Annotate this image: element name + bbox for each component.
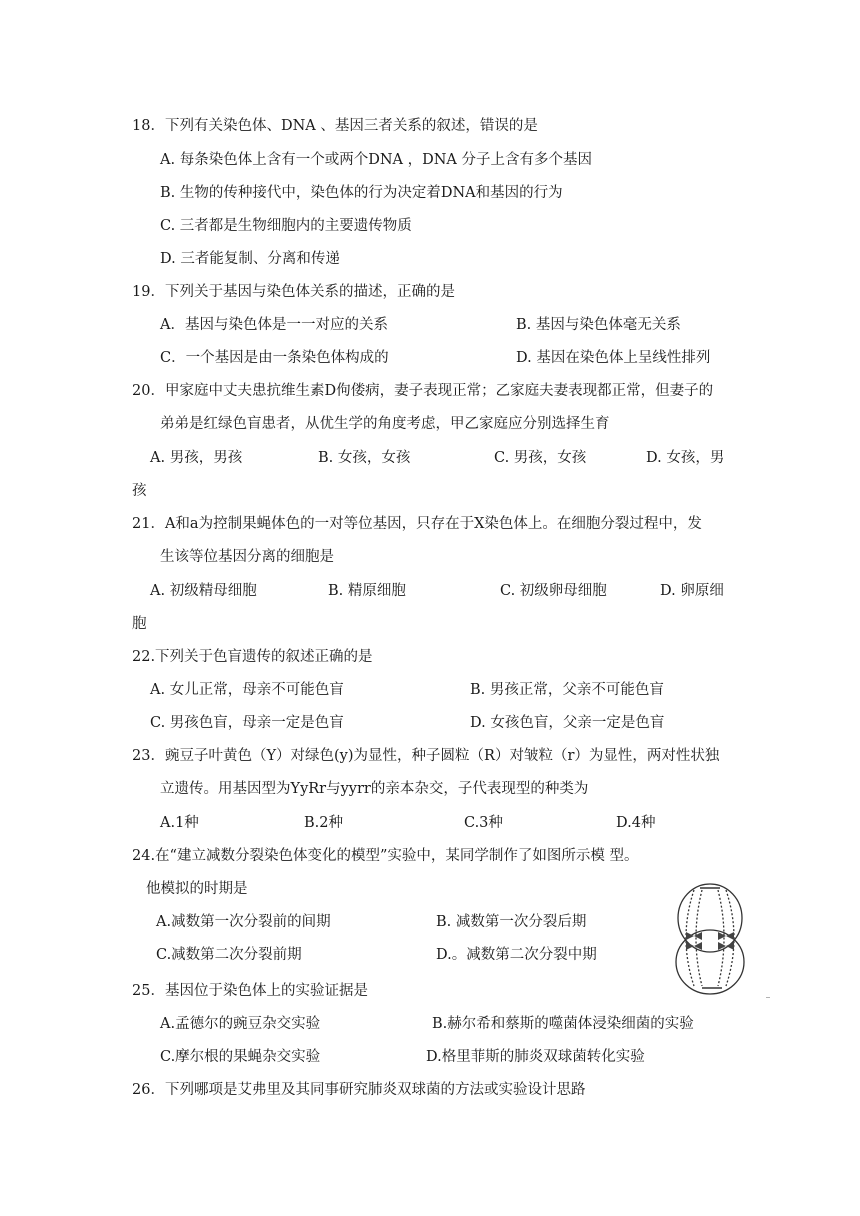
- cell-division-model-figure: [672, 878, 772, 998]
- question-24-option-b: B. 减数第一次分裂后期: [436, 914, 587, 930]
- question-19-option-d: D. 基因在染色体上呈线性排列: [516, 350, 711, 366]
- question-25-option-a: A.孟德尔的豌豆杂交实验: [160, 1016, 321, 1032]
- question-26-stem: 26．下列哪项是艾弗里及其同事研究肺炎双球菌的方法或实验设计思路: [132, 1082, 586, 1098]
- question-25-option-d: D.格里菲斯的肺炎双球菌转化实验: [426, 1049, 645, 1065]
- question-24-stem: 24.在“建立减数分裂染色体变化的模型”实验中，某同学制作了如图所示模 型。: [132, 848, 639, 864]
- question-25-option-b: B.赫尔希和蔡斯的噬菌体浸染细菌的实验: [432, 1016, 694, 1032]
- question-25-option-c: C.摩尔根的果蝇杂交实验: [160, 1049, 321, 1065]
- question-19-option-a: A．基因与染色体是一一对应的关系: [160, 317, 388, 333]
- question-24-option-c: C.减数第二次分裂前期: [156, 947, 302, 963]
- question-23-option-d: D.4种: [616, 815, 656, 831]
- question-21-option-d: D. 卵原细: [660, 583, 724, 599]
- question-18-stem: 18．下列有关染色体、DNA 、基因三者关系的叙述，错误的是: [132, 118, 538, 134]
- question-18-option-d: D. 三者能复制、分离和传递: [160, 251, 340, 267]
- question-21-option-a: A. 初级精母细胞: [150, 583, 257, 599]
- question-22-option-d: D. 女孩色盲，父亲一定是色盲: [470, 715, 665, 731]
- question-24-option-d: D.。减数第二次分裂中期: [436, 947, 597, 963]
- question-22-option-b: B. 男孩正常，父亲不可能色盲: [470, 682, 664, 698]
- question-23-option-c: C.3种: [464, 815, 503, 831]
- question-19-option-b: B. 基因与染色体毫无关系: [516, 317, 681, 333]
- question-18-option-b: B. 生物的传种接代中，染色体的行为决定着DNA和基因的行为: [160, 185, 563, 201]
- question-18-option-a: A. 每条染色体上含有一个或两个DNA ，DNA 分子上含有多个基因: [160, 152, 592, 168]
- question-21-stem-continued: 生该等位基因分离的细胞是: [160, 549, 334, 565]
- question-21-option-c: C. 初级卵母细胞: [500, 583, 607, 599]
- question-20-option-d-wrap: 孩: [132, 483, 147, 499]
- question-23-stem-continued: 立遗传。用基因型为YyRr与yyrr的亲本杂交，子代表现型的种类为: [160, 781, 589, 797]
- question-19-stem: 19．下列关于基因与染色体关系的描述，正确的是: [132, 284, 455, 300]
- question-20-stem: 20．甲家庭中丈夫患抗维生素D佝偻病，妻子表现正常；乙家庭夫妻表现都正常，但妻子的: [132, 383, 714, 399]
- question-23-stem: 23．豌豆子叶黄色（Y）对绿色(y)为显性，种子圆粒（R）对皱粒（r）为显性，两对性状独: [132, 748, 720, 764]
- question-20-option-b: B. 女孩，女孩: [318, 450, 411, 466]
- question-19-option-c: C．一个基因是由一条染色体构成的: [160, 350, 389, 366]
- question-21-stem: 21．A和a为控制果蝇体色的一对等位基因，只存在于X染色体上。在细胞分裂过程中，发: [132, 516, 702, 532]
- question-20-option-d: D. 女孩，男: [646, 450, 725, 466]
- question-25-stem: 25．基因位于染色体上的实验证据是: [132, 983, 368, 999]
- question-24-option-a: A.减数第一次分裂前的间期: [156, 914, 331, 930]
- question-21-option-b: B. 精原细胞: [328, 583, 406, 599]
- question-21-option-d-wrap: 胞: [132, 616, 147, 632]
- question-22-option-c: C. 男孩色盲，母亲一定是色盲: [150, 715, 344, 731]
- question-18-option-c: C. 三者都是生物细胞内的主要遗传物质: [160, 218, 412, 234]
- question-23-option-a: A.1种: [160, 815, 199, 831]
- question-24-stem-continued: 他模拟的时期是: [146, 881, 248, 897]
- question-20-option-c: C. 男孩，女孩: [494, 450, 587, 466]
- question-23-option-b: B.2种: [304, 815, 343, 831]
- question-20-stem-continued: 弟弟是红绿色盲患者，从优生学的角度考虑，甲乙家庭应分别选择生育: [160, 416, 610, 432]
- question-20-option-a: A. 男孩，男孩: [150, 450, 243, 466]
- question-22-stem: 22.下列关于色盲遗传的叙述正确的是: [132, 649, 373, 665]
- question-22-option-a: A. 女儿正常，母亲不可能色盲: [150, 682, 344, 698]
